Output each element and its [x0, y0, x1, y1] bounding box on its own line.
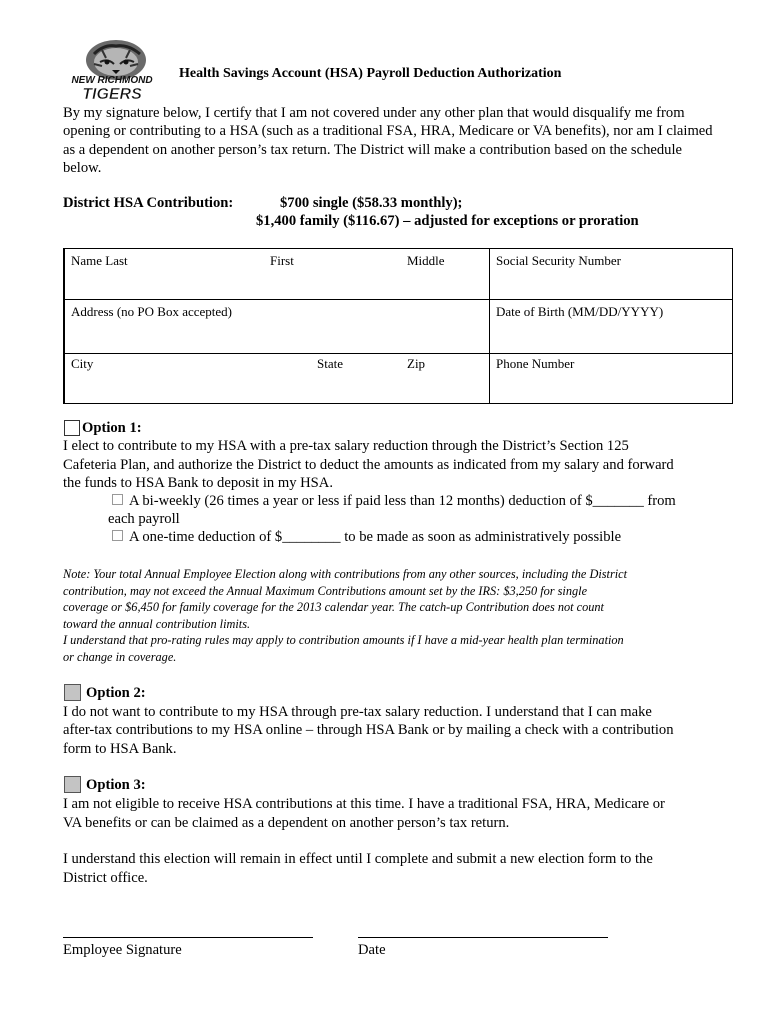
logo-text-top: NEW RICHMOND [71, 75, 153, 86]
state-field[interactable]: State [317, 356, 343, 371]
tigers-logo [64, 36, 160, 106]
option1-biweekly [112, 493, 676, 510]
option1-line-1: I elect to contribute to my HSA with a pre-tax salary reduction through the District’s Section 125 [63, 438, 629, 454]
option2-checkbox[interactable] [64, 684, 81, 701]
logo-text-bottom: TIGERS [82, 86, 142, 103]
option3-line-1: I am not eligible to receive HSA contributions at this time. I have a traditional FSA, HRA, Medicare or [63, 796, 665, 812]
option1-onetime [112, 529, 621, 546]
option3-checkbox[interactable] [64, 776, 81, 793]
note-line: I understand that pro-rating rules may apply to contribution amounts if I have a mid-year health plan termination [63, 633, 624, 648]
phone-field[interactable]: Phone Number [496, 356, 575, 371]
option2-line-1: I do not want to contribute to my HSA through pre-tax salary reduction. I understand that I can make [63, 704, 652, 720]
address-field[interactable]: Address (no PO Box accepted) [71, 304, 233, 319]
zip-field[interactable]: Zip [407, 356, 426, 371]
ssn-field[interactable]: Social Security Number [496, 253, 621, 268]
contribution-label: District HSA Contribution: [63, 195, 234, 211]
option2-line-3: form to HSA Bank. [63, 741, 177, 757]
dob-field[interactable]: Date of Birth (MM/DD/YYYY) [496, 304, 664, 319]
signature-line[interactable] [63, 937, 313, 938]
option3-heading: Option 3: [86, 777, 146, 793]
contribution-family: $1,400 family ($116.67) – adjusted for exceptions or proration [256, 213, 639, 229]
contribution-single: $700 single ($58.33 monthly); [280, 195, 463, 211]
option1-biweekly-cont: each payroll [108, 511, 180, 527]
date-label: Date [358, 942, 386, 958]
note-line: coverage or $6,450 for family coverage for the 2013 calendar year. The catch-up Contribution does not count [63, 600, 604, 615]
contribution-note [63, 566, 723, 666]
personal-info-table [63, 248, 733, 404]
date-line[interactable] [358, 937, 608, 938]
employee-signature-label: Employee Signature [63, 942, 182, 958]
biweekly-text: A bi-weekly (26 times a year or less if paid less than 12 months) deduction of $_______ from [129, 493, 676, 509]
option1-line-2: Cafeteria Plan, and authorize the District to deduct the amounts as indicated from my salary and forward [63, 457, 674, 473]
onetime-text: A one-time deduction of $________ to be made as soon as administratively possible [129, 529, 622, 545]
option1-line-3: the funds to HSA Bank to deposit in my HSA. [63, 475, 333, 491]
intro-paragraph: By my signature below, I certify that I am not covered under any other plan that would disqualify me from opening or contributing to a HSA (such as a traditional FSA, HRA, Medicare or VA benefits), nor am I claimed as a dependent on another person’s tax return. The District will make a contribution based on the schedule below. [63, 105, 713, 177]
onetime-checkbox[interactable] [112, 530, 123, 541]
note-line: or change in coverage. [63, 649, 177, 664]
option2-heading: Option 2: [86, 685, 146, 701]
option1-heading: Option 1: [82, 420, 142, 436]
option3-line-2: VA benefits or can be claimed as a dependent on another person’s tax return. [63, 815, 510, 831]
closing-line-2: District office. [63, 870, 148, 886]
note-line: Note: Your total Annual Employee Election along with contributions from any other sources, including the District [63, 567, 628, 581]
name-middle-field[interactable]: Middle [407, 253, 445, 268]
option1-checkbox[interactable] [64, 420, 80, 436]
name-first-field[interactable]: First [270, 253, 294, 268]
option2-line-2: after-tax contributions to my HSA online – through HSA Bank or by mailing a check with a contribution [63, 722, 674, 738]
name-last-field[interactable]: Name Last [71, 253, 128, 268]
note-line: contribution, may not exceed the Annual Maximum Contributions amount set by the IRS: $3,250 for single [63, 583, 588, 598]
note-line: toward the annual contribution limits. [63, 616, 251, 631]
closing-line-1: I understand this election will remain in effect until I complete and submit a new election form to the [63, 851, 653, 867]
form-title: Health Savings Account (HSA) Payroll Deduction Authorization [179, 66, 562, 81]
biweekly-checkbox[interactable] [112, 494, 123, 505]
city-field[interactable]: City [71, 356, 94, 371]
